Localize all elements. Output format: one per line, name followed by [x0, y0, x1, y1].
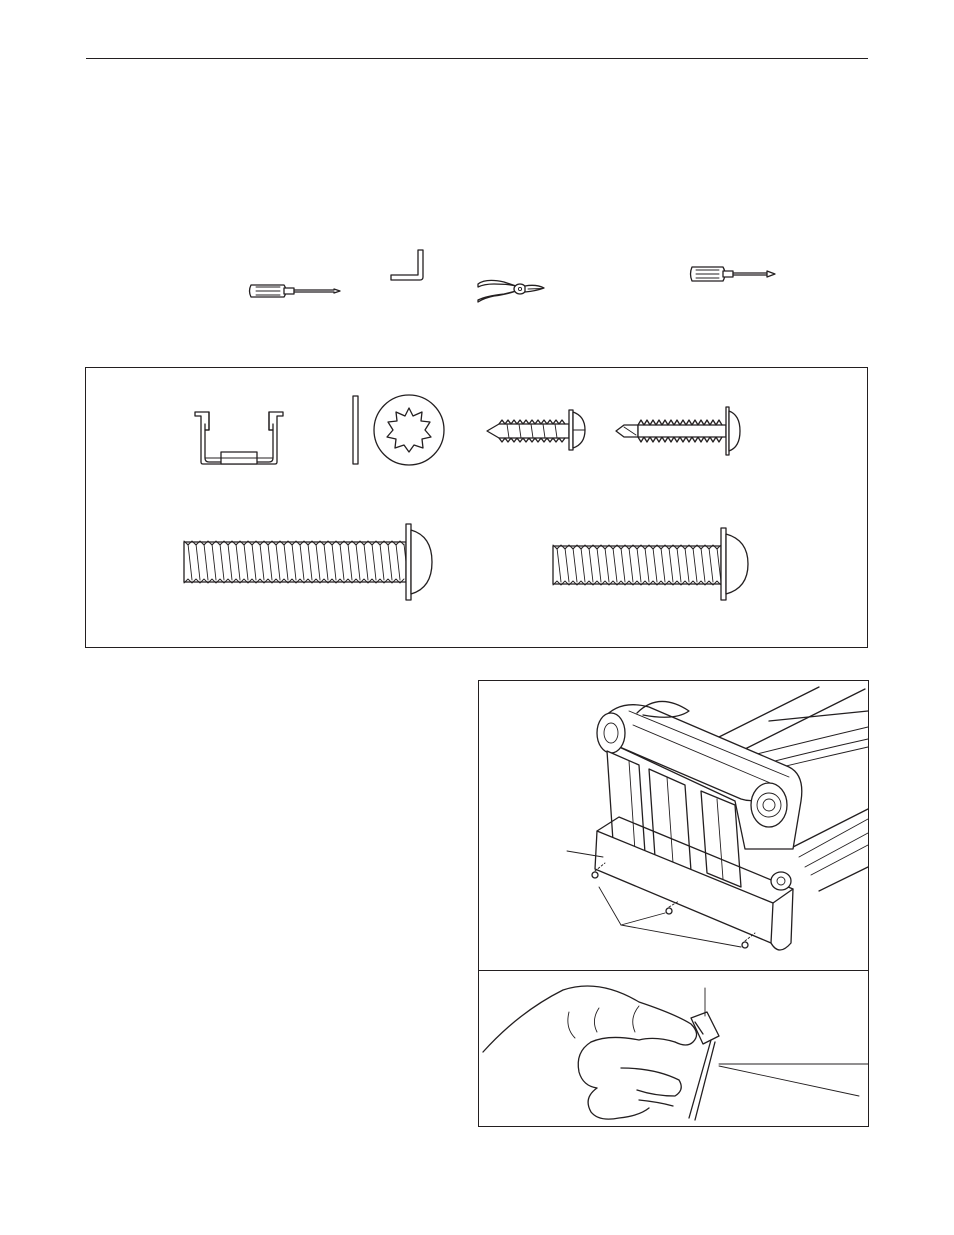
star-washer-icon — [350, 394, 450, 466]
short-button-head-bolt-icon — [549, 526, 753, 602]
treadmill-base-assembly-illustration — [479, 681, 868, 969]
hex-key-icon — [388, 248, 428, 282]
header-rule — [86, 58, 868, 59]
long-button-head-bolt-icon — [180, 522, 434, 602]
cable-clip-icon — [193, 410, 285, 466]
hand-holding-clip-illustration — [479, 972, 868, 1126]
needlenose-pliers-icon — [474, 276, 546, 304]
phillips-screwdriver-small-icon — [248, 282, 344, 300]
phillips-screwdriver-large-icon — [689, 265, 779, 283]
figure-divider — [478, 970, 869, 971]
tapping-screw-icon — [485, 408, 587, 452]
self-drilling-screw-icon — [614, 405, 742, 457]
